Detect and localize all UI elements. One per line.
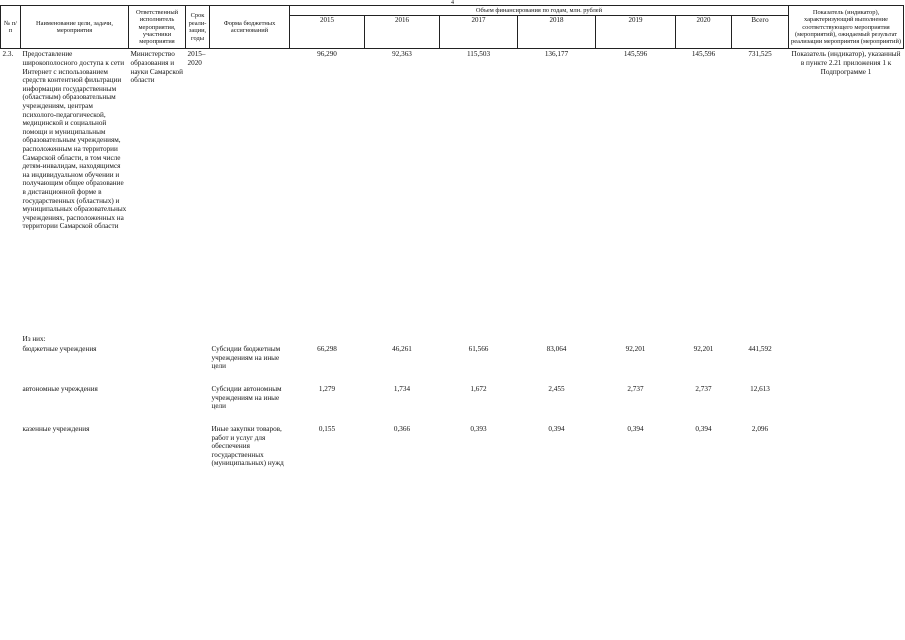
sub-row-form: Субсидии автономным учреждениям на иные цели (211, 385, 282, 411)
value-cell: 83,064 (546, 345, 567, 353)
total-cell: 2,096 (751, 425, 769, 433)
row-number: 2.3. (2, 50, 14, 59)
header-year: 2019 (596, 16, 676, 49)
header-year: 2020 (676, 16, 732, 49)
header-term: Срок реали-зации, годы (186, 6, 210, 49)
page-number: 4 (451, 0, 454, 6)
sub-row-name: казенные учреждения (22, 425, 90, 433)
header-year: 2015 (290, 16, 365, 49)
value-cell: 2,737 (695, 385, 712, 393)
financing-table (0, 5, 904, 486)
value-cell: 0,394 (627, 425, 644, 433)
table-row-autonomous (1, 384, 904, 424)
header-num: № п/п (1, 6, 21, 49)
value-cell: 0,394 (695, 425, 712, 433)
value-cell: 0,394 (548, 425, 565, 433)
total-cell: 441,592 (748, 345, 772, 353)
header-year: 2018 (518, 16, 596, 49)
sub-row-name: бюджетные учреждения (22, 345, 97, 353)
of-which-label: Из них: (22, 335, 46, 344)
row-form (210, 49, 290, 336)
value-cell: 145,596 (691, 50, 716, 59)
sub-row-form: Иные закупки товаров, работ и услуг для обеспечения государственных (муниципальных) нужд (211, 425, 284, 468)
header-indicator: Показатель (индикатор), характеризующий выполнение соответствующего мероприятия (мероприятий), ожидаемый результат реализации мероприятия (мероприятий) (789, 6, 904, 49)
value-cell: 115,503 (466, 50, 491, 59)
header-form: Форма бюджетных ассигнований (210, 6, 290, 49)
value-cell: 145,596 (623, 50, 648, 59)
value-cell: 0,155 (318, 425, 336, 433)
value-cell: 92,201 (625, 345, 646, 353)
header-year: 2017 (440, 16, 518, 49)
value-cell: 96,290 (317, 50, 337, 59)
value-cell: 0,366 (393, 425, 411, 433)
value-cell: 0,393 (470, 425, 487, 433)
value-cell: 1,672 (470, 385, 487, 393)
value-cell: 66,298 (317, 345, 337, 353)
value-cell: 1,279 (318, 385, 336, 393)
header-executor: Ответственный исполнитель мероприятия, участники мероприятия (129, 6, 186, 49)
total-cell: 12,613 (750, 385, 770, 393)
value-cell: 2,737 (627, 385, 644, 393)
table-row-label (1, 335, 904, 344)
header-total: Всего (732, 16, 789, 49)
sub-row-name: автономные учреждения (22, 385, 98, 393)
header-year: 2016 (365, 16, 440, 49)
value-cell: 136,177 (544, 50, 569, 59)
value-cell: 2,455 (548, 385, 565, 393)
value-cell: 46,261 (392, 345, 412, 353)
value-cell: 92,201 (693, 345, 714, 353)
sub-row-form: Субсидии бюджетным учреждениям на иные цели (211, 345, 281, 371)
table-row-treasury (1, 424, 904, 486)
value-cell: 92,363 (392, 50, 412, 59)
table-row-budget (1, 344, 904, 384)
header-name: Наименование цели, задачи, мероприятия (21, 6, 129, 49)
row-executor: Министерство образования и науки Самарской области (130, 50, 183, 85)
value-cell: 61,566 (468, 345, 489, 353)
row-name: Предоставление широкополосного доступа к сети Интернет с использованием средств контентной фильтрации информации государственным (областным) образовательным учреждениям, центрам психолого-педагогической, медицинской и социальной помощи и муниципальным образовательным учреждениям, расположенным на территории Самарской области, в том числе детям-инвалидам, находящимся на индивидуальном обучении и получающим общее образование в дистанционной форме в государственных (областных) и муниципальных образовательных учреждениях, расположенных на территории Самарской области (22, 50, 127, 231)
table-header (1, 6, 904, 49)
value-cell: 1,734 (393, 385, 411, 393)
total-cell: 731,525 (748, 50, 772, 59)
header-financing-group: Объем финансирования по годам, млн. рублей (290, 6, 789, 16)
table-row-main (1, 49, 904, 336)
row-term: 2015–2020 (187, 50, 206, 67)
row-indicator: Показатель (индикатор), указанный в пункте 2.21 приложения 1 к Подпрограмме 1 (791, 50, 901, 76)
